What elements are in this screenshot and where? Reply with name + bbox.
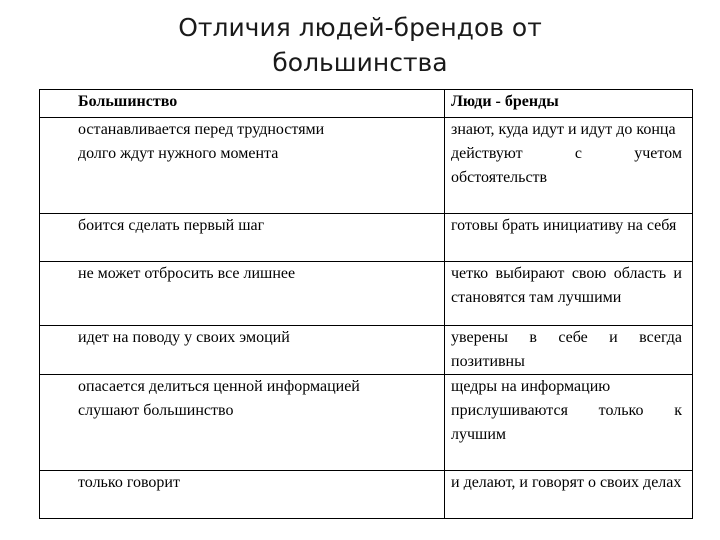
majority-text: не может отбросить все лишнее [78, 265, 296, 282]
brand-people-text: знают, куда идут и идут до конца [451, 121, 676, 138]
table-row [40, 262, 693, 326]
table-row [40, 375, 693, 471]
table-row [40, 326, 693, 375]
header-brand-people: Люди - бренды [445, 90, 693, 118]
brand-people-cell [445, 262, 693, 326]
brand-people-cell [445, 375, 693, 471]
majority-text: останавливается перед трудностями [78, 121, 325, 138]
comparison-table [39, 89, 693, 519]
majority-cell [40, 326, 421, 375]
majority-cell [40, 262, 421, 326]
header-majority: Большинство [40, 90, 421, 118]
majority-text: идет на поводу у своих эмоций [78, 329, 290, 346]
brand-people-cell [445, 326, 693, 375]
majority-text: боится сделать первый шаг [78, 217, 265, 234]
brand-people-cell [445, 471, 693, 519]
majority-text: слушают большинство [78, 402, 234, 419]
slide-title [0, 10, 720, 80]
brand-people-text: уверены в себе и всегда позитивны [451, 329, 682, 370]
majority-cell [40, 214, 421, 262]
brand-people-text: щедры на информацию [451, 378, 611, 395]
title-line-2: большинства [272, 48, 448, 77]
brand-people-text: и делают, и говорят о своих делах [451, 474, 682, 491]
majority-text: долго ждут нужного момента [78, 145, 279, 162]
table-row [40, 118, 693, 214]
brand-people-text: действуют с учетом обстоятельств [451, 145, 682, 186]
brand-people-text: готовы брать инициативу на себя [451, 217, 677, 234]
brand-people-text: прислушиваются только к лучшим [451, 402, 682, 443]
brand-people-cell [445, 214, 693, 262]
brand-people-text: четко выбирают свою область и становятся там лучшими [451, 265, 682, 306]
majority-cell [40, 118, 421, 214]
title-line-1: Отличия людей-брендов от [178, 13, 542, 42]
table-row [40, 214, 693, 262]
brand-people-cell [445, 118, 693, 214]
majority-text: опасается делиться ценной информацией [78, 378, 360, 395]
majority-text: только говорит [78, 474, 180, 491]
majority-cell [40, 375, 421, 471]
table-row [40, 471, 693, 519]
majority-cell [40, 471, 421, 519]
table-header-row [40, 90, 693, 118]
